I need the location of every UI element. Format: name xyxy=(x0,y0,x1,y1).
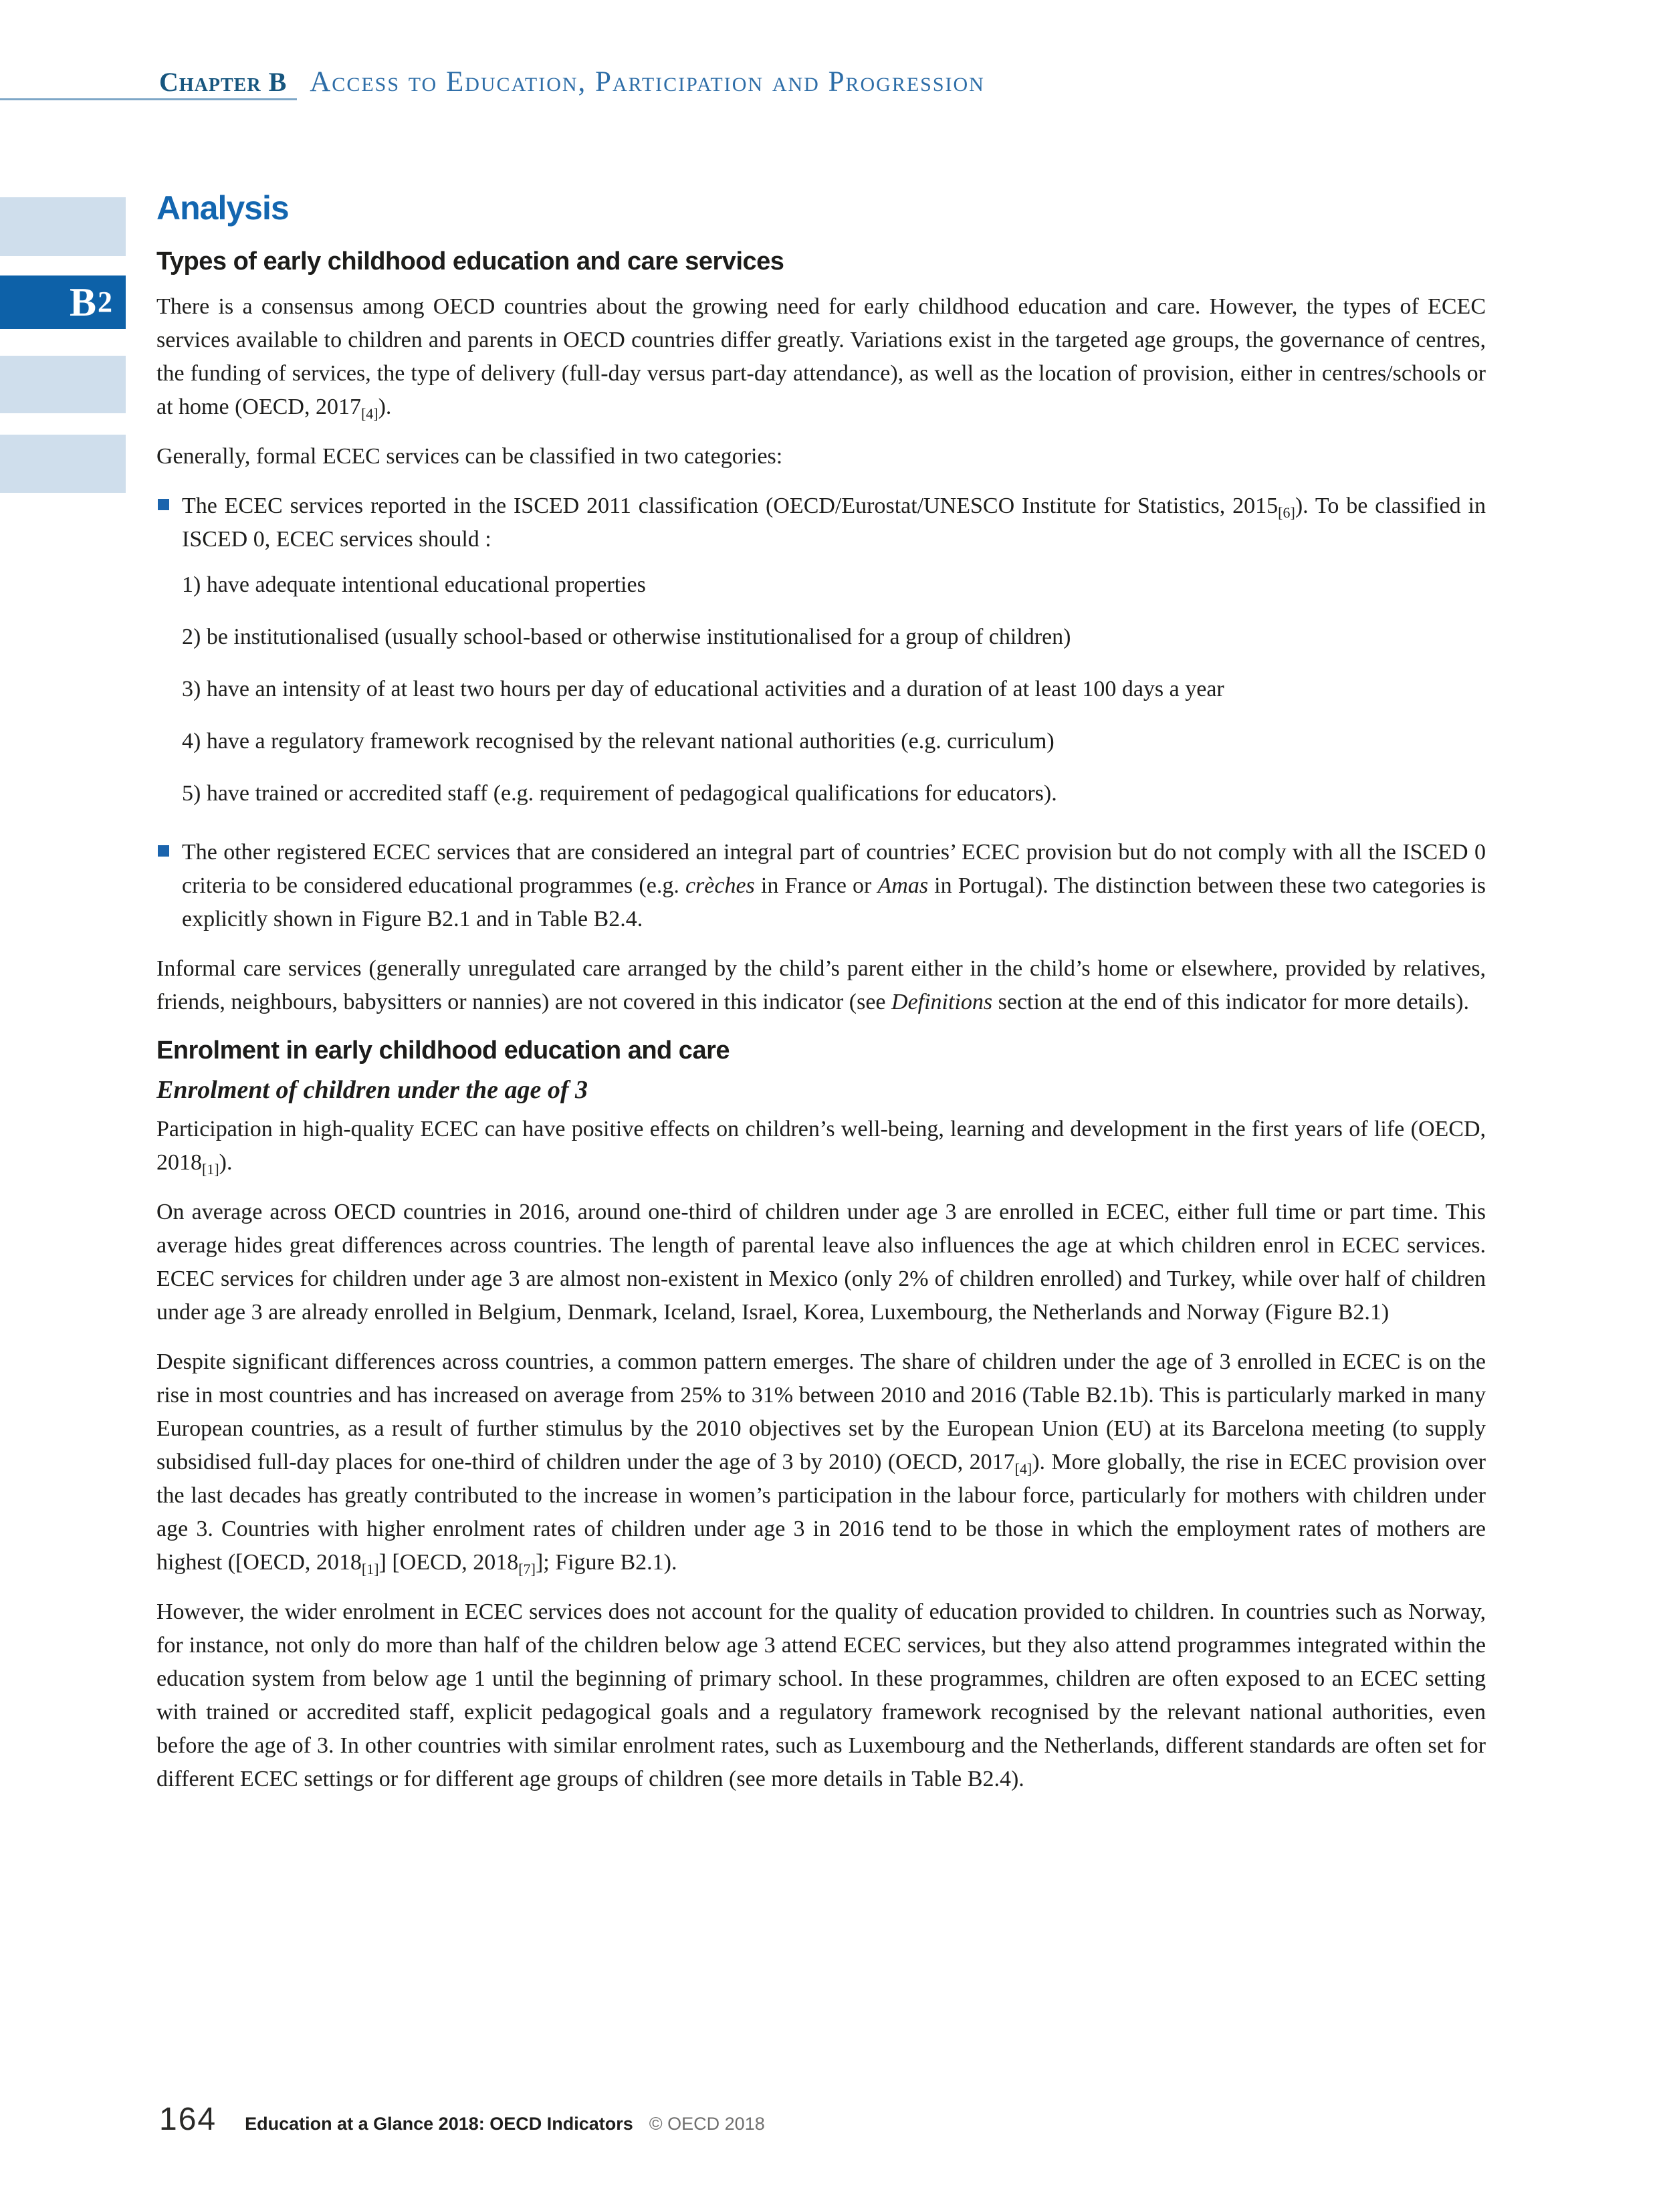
chapter-title: Access to Education, Participation and Progression xyxy=(310,66,985,98)
margin-block-top xyxy=(0,197,126,256)
paragraph: However, the wider enrolment in ECEC services does not account for the quality of education provided to children. In countries such as Norway, for instance, not only do more than half of the children below age 3 attend ECEC services, but they also attend programmes integrated within the education system from below age 1 until the beginning of primary school. In these programmes, children are often exposed to an ECEC setting with trained or accredited staff, explicit pedagogical goals and a regulatory framework recognised by the relevant national authorities, even before the age of 3. In other countries with similar enrolment rates, such as Luxembourg and the Netherlands, different standards are often set for different ECEC settings or for different age groups of children (see more details in Table B2.4). xyxy=(156,1599,1486,1791)
margin-block-bottom xyxy=(0,435,126,493)
section-heading-types-of-ecec: Types of early childhood education and care services xyxy=(156,247,784,275)
chapter-label: Chapter B xyxy=(159,67,288,97)
numbered-item: 5) have trained or accredited staff (e.g. requirement of pedagogical qualifications for educators). xyxy=(182,781,1057,806)
paragraph: Informal care services (generally unregulated care arranged by the child’s parent either in the child’s home or elsewhere, provided by relatives, friends, neighbours, babysitters or nannies) are not covered in this indicator (see Definitions section at the end of this indicator for more details). xyxy=(156,956,1486,1014)
paragraph: Generally, formal ECEC services can be classified in two categories: xyxy=(156,444,783,469)
subsection-heading-under-age-3: Enrolment of children under the age of 3 xyxy=(156,1076,588,1104)
bullet-list xyxy=(156,489,1486,936)
numbered-item: 4) have a regulatory framework recognised by the relevant national authorities (e.g. curriculum) xyxy=(182,729,1055,754)
bullet-text: The other registered ECEC services that are considered an integral part of countries’ ECEC provision but do not comply with all the ISCED 0 criteria to be considered educational programmes (e.g. crèches in France or Amas in Portugal). The distinction between these two categories is explicitly shown in Figure B2.1 and in Table B2.4. xyxy=(182,840,1486,931)
chapter-header-rule xyxy=(0,98,297,100)
indicator-badge xyxy=(0,275,126,329)
footer-book-title: Education at a Glance 2018: OECD Indicators xyxy=(245,2114,633,2134)
footer-copyright: © OECD 2018 xyxy=(649,2114,765,2134)
numbered-item: 3) have an intensity of at least two hours per day of educational activities and a duration of at least 100 days a year xyxy=(182,677,1224,701)
analysis-heading: Analysis xyxy=(156,189,289,227)
numbered-list xyxy=(182,568,1486,810)
paragraph: Participation in high-quality ECEC can have positive effects on children’s well-being, learning and development in the first years of life (OECD, $2018_{[1]}$). xyxy=(156,1117,1486,1178)
section-heading-enrolment: Enrolment in early childhood education and care xyxy=(156,1036,730,1065)
bullet-square-icon xyxy=(158,499,169,510)
page-number: 164 xyxy=(159,2102,217,2137)
indicator-number: 2 xyxy=(98,286,112,318)
paragraph: On average across OECD countries in 2016, around one-third of children under age 3 are enrolled in ECEC, either full time or part time. This average hides great differences across countries. The length of parental leave also influences the age at which children enrol in ECEC services. ECEC services for children under age 3 are almost non-existent in Mexico (only 2% of children enrolled) and Turkey, while over half of children under age 3 are already enrolled in Belgium, Denmark, Iceland, Israel, Korea, Luxembourg, the Netherlands and Norway (Figure B2.1) xyxy=(156,1200,1486,1325)
indicator-letter: B xyxy=(69,280,96,324)
paragraph: There is a consensus among OECD countries about the growing need for early childhood education and care. However, the types of ECEC services available to children and parents in OECD countries differ greatly. Variations exist in the targeted age groups, the governance of centres, the funding of services, the type of delivery (full-day versus part-day attendance), as well as the location of provision, either in centres/schools or at home (OECD, $2017_{[4]}$). xyxy=(156,294,1486,422)
chapter-header xyxy=(159,66,985,98)
numbered-item: 2) be institutionalised (usually school-based or otherwise institutionalised for a group of children) xyxy=(182,625,1071,649)
margin-block-middle xyxy=(0,356,126,413)
bullet-item xyxy=(156,489,1486,810)
bullet-item xyxy=(156,836,1486,936)
main-column xyxy=(156,190,1486,1812)
bullet-text: The ECEC services reported in the ISCED 2011 classification (OECD/Eurostat/UNESCO Institute for Statistics, $2015_{[6]}$). To be classified in ISCED 0, ECEC services should : xyxy=(182,493,1486,552)
page-footer xyxy=(159,2101,765,2138)
numbered-item: 1) have adequate intentional educational properties xyxy=(182,572,646,597)
bullet-square-icon xyxy=(158,845,169,857)
paragraph: Despite significant differences across countries, a common pattern emerges. The share of children under the age of 3 enrolled in ECEC is on the rise in most countries and has increased on average from 25% to 31% between 2010 and 2016 (Table B2.1b). This is particularly marked in many European countries, as a result of further stimulus by the 2010 objectives set by the European Union (EU) at its Barcelona meeting (to supply subsidised full-day places for one-third of children under the age of 3 by 2010) (OECD, $2017_{[4]}$). More globally, the rise in ECEC provision over the last decades has greatly contributed to the increase in women’s participation in the labour force, particularly for mothers with children under age 3. Countries with higher enrolment rates of children under age 3 in 2016 tend to be those in which the employment rates of mothers are highest ([OECD, $2018_{[1]}$] [OECD, $2018_{[7]}$]; Figure B2.1). xyxy=(156,1349,1486,1577)
